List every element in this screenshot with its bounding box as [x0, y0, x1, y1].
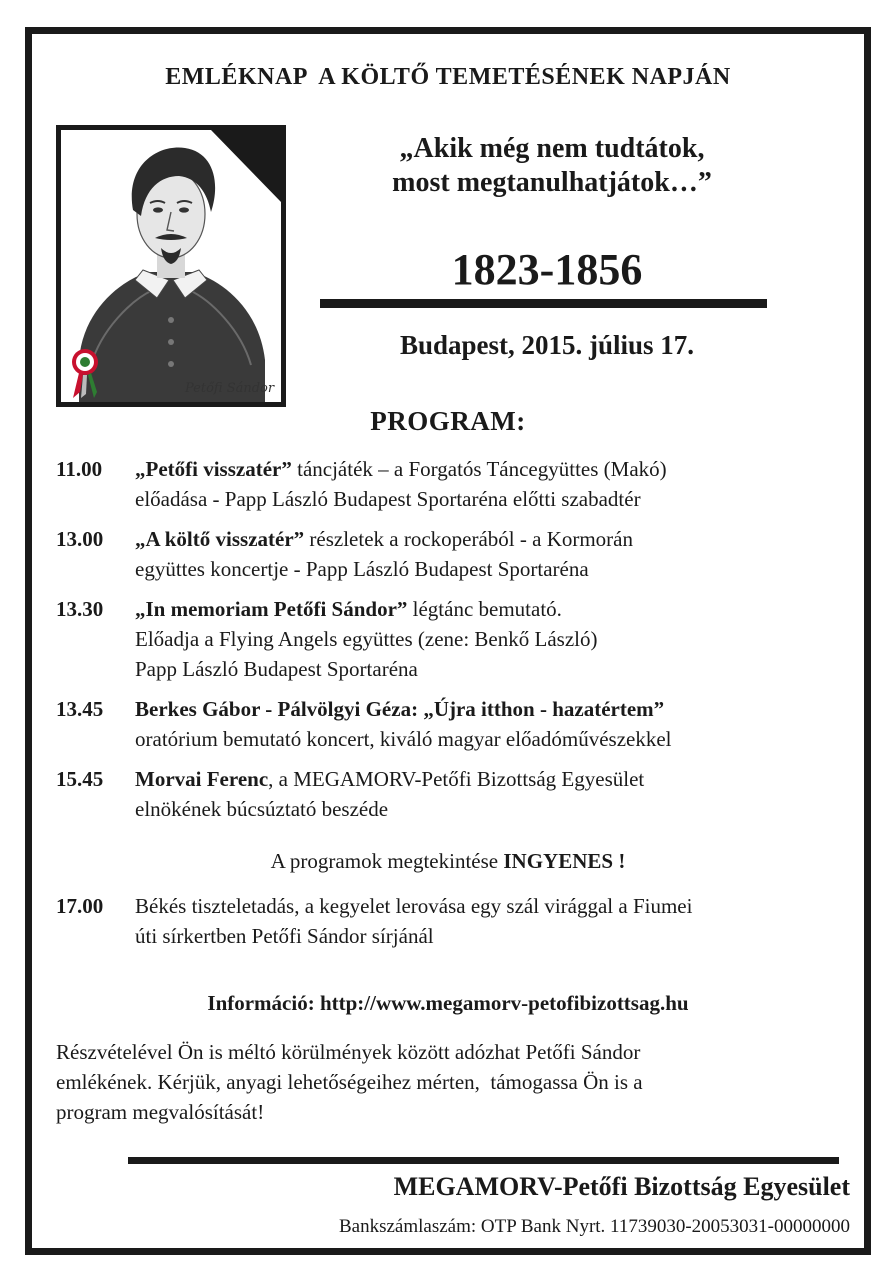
portrait-drawing [61, 130, 281, 402]
program-time: 13.45 [56, 697, 104, 721]
program-text: oratórium bemutató koncert, kiváló magyar előadóművészekkel [135, 727, 672, 751]
program-text: táncjáték – a Forgatós Táncegyüttes (Makó) [291, 457, 667, 481]
organization-name: MEGAMORV-Petőfi Bizottság Egyesület [393, 1172, 850, 1201]
program-title: Berkes Gábor - Pálvölgyi Géza: „Újra itthon - hazatértem” [135, 697, 665, 721]
program-item [56, 764, 846, 824]
program-text: együttes koncertje - Papp László Budapest Sportaréna [135, 557, 589, 581]
portrait-image [56, 125, 286, 407]
program-text: részletek a rockoperából - a Kormorán [304, 527, 633, 551]
program-item [56, 454, 846, 514]
years: 1823-1856 [451, 245, 643, 294]
program-time: 13.30 [56, 597, 104, 621]
free-prefix: A programok megtekintése [270, 849, 504, 873]
program-text: elnökének búcsúztató beszéde [135, 797, 389, 821]
bank-account: Bankszámlaszám: OTP Bank Nyrt. 11739030-20053031-00000000 [339, 1216, 850, 1237]
program-title: „Petőfi visszatér” [135, 457, 292, 481]
appeal-line-2: emlékének. Kérjük, anyagi lehetőségeihez mérten, támogassa Ön is a [56, 1070, 643, 1094]
quote-line-1: „Akik még nem tudtátok, [399, 133, 705, 164]
free-emph: INGYENES ! [503, 849, 626, 873]
info-link[interactable]: Információ: http://www.megamorv-petofibizottsag.hu [207, 991, 689, 1015]
program-title: „In memoriam Petőfi Sándor” [135, 597, 408, 621]
program-text: légtánc bemutató. [407, 597, 562, 621]
program-text: Előadja a Flying Angels együttes (zene: Benkő László) [135, 627, 598, 651]
footer-rule [128, 1157, 839, 1164]
program-text: , a MEGAMORV-Petőfi Bizottság Egyesület [268, 767, 645, 791]
program-item [56, 694, 846, 754]
mourning-band [211, 130, 281, 202]
appeal-line-1: Részvételével Ön is méltó körülmények között adózhat Petőfi Sándor [56, 1040, 641, 1064]
free-admission-note [32, 849, 864, 874]
quote-block [312, 132, 792, 200]
appeal-line-3: program megvalósítását! [56, 1100, 265, 1124]
signature: Petőfi Sándor [185, 381, 275, 396]
program-text: Papp László Budapest Sportaréna [135, 657, 418, 681]
quote-line-2: most megtanulhatjátok…” [392, 167, 712, 198]
program-item [56, 891, 846, 951]
program-title: „A költő visszatér” [135, 527, 305, 551]
program-title: Morvai Ferenc [135, 767, 269, 791]
program-time: 17.00 [56, 894, 104, 918]
program-heading: PROGRAM: [370, 406, 526, 436]
divider-rule [320, 299, 767, 308]
program-text: úti sírkertben Petőfi Sándor sírjánál [135, 924, 434, 948]
program-text: Békés tiszteletadás, a kegyelet lerovása egy szál virággal a Fiumei [135, 894, 693, 918]
dateline: Budapest, 2015. július 17. [399, 330, 695, 360]
program-time: 11.00 [56, 457, 103, 481]
program-item [56, 594, 846, 684]
program-item [56, 524, 846, 584]
program-time: 13.00 [56, 527, 104, 551]
appeal-text [56, 1037, 836, 1127]
program-time: 15.45 [56, 767, 104, 791]
poster-frame [25, 27, 871, 1255]
program-text: előadása - Papp László Budapest Sportaréna előtti szabadtér [135, 487, 641, 511]
poster-title: EMLÉKNAP A KÖLTŐ TEMETÉSÉNEK NAPJÁN [165, 64, 731, 90]
